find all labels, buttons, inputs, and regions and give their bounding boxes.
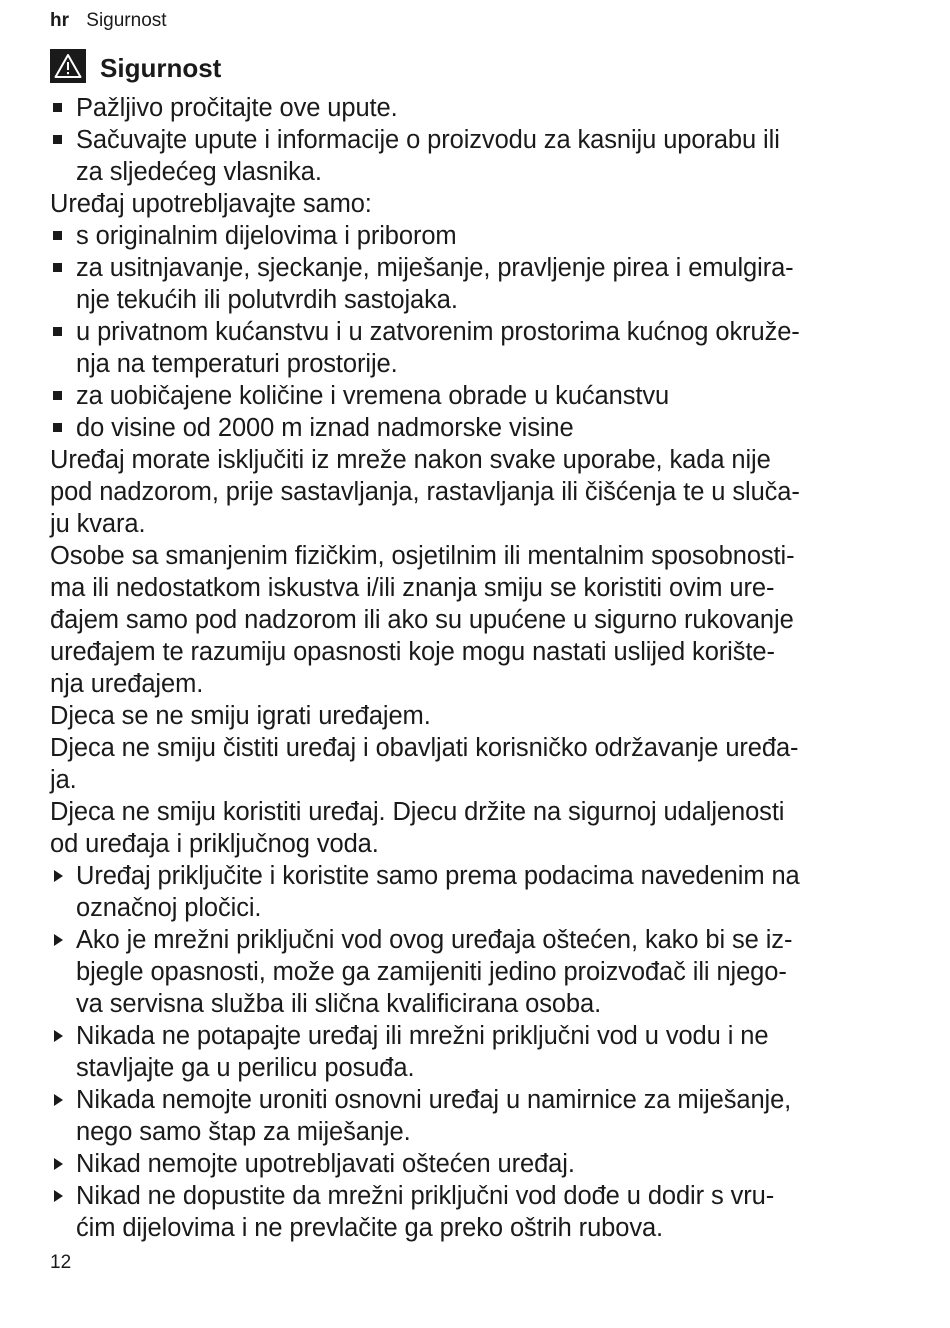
text-line: Sačuvajte upute i informacije o proizvodu za kasniju uporabu ili (76, 126, 780, 154)
text-line: Djeca se ne smiju igrati uređajem. (50, 702, 431, 730)
safety-content (50, 92, 898, 1244)
text-line: Osobe sa smanjenim fizičkim, osjetilnim ili mentalnim sposobnosti- (50, 542, 795, 570)
instruction-list-item (50, 1084, 898, 1148)
triangle-bullet-icon (54, 934, 63, 946)
text-line: nego samo štap za miješanje. (76, 1118, 411, 1146)
text-line: od uređaja i priključnog voda. (50, 830, 379, 858)
text-line: Nikad ne dopustite da mrežni priključni vod dođe u dodir s vru- (76, 1182, 775, 1210)
text-line: u privatnom kućanstvu i u zatvorenim prostorima kućnog okruže- (76, 318, 800, 346)
triangle-bullet-icon (54, 1158, 63, 1170)
instruction-list-item (50, 1148, 898, 1180)
instruction-list-item (50, 924, 898, 1020)
text-line: Uređaj morate isključiti iz mreže nakon svake uporabe, kada nije (50, 446, 771, 474)
text-line: đajem samo pod nadzorom ili ako su upućene u sigurno rukovanje (50, 606, 794, 634)
square-bullet-icon (53, 391, 62, 400)
text-line: Uređaj upotrebljavajte samo: (50, 190, 372, 218)
text-line: za sljedećeg vlasnika. (76, 158, 322, 186)
text-line: nja na temperaturi prostorije. (76, 350, 398, 378)
square-bullet-icon (53, 231, 62, 240)
text-line: nje tekućih ili polutvrdih sastojaka. (76, 286, 458, 314)
text-line: Nikad nemojte upotrebljavati oštećen uređaj. (76, 1150, 575, 1178)
triangle-bullet-icon (54, 1030, 63, 1042)
paragraph (50, 540, 898, 700)
square-bullet-icon (53, 103, 62, 112)
square-bullet-icon (53, 263, 62, 272)
text-line: Nikada nemojte uroniti osnovni uređaj u namirnice za miješanje, (76, 1086, 792, 1114)
text-line: ma ili nedostatkom iskustva i/ili znanja smiju se koristiti ovim ure- (50, 574, 775, 602)
bullet-list-item (50, 220, 898, 252)
text-line: za uobičajene količine i vremena obrade u kućanstvu (76, 382, 670, 410)
text-line: va servisna služba ili slična kvalificirana osoba. (76, 990, 602, 1018)
text-line: Pažljivo pročitajte ove upute. (76, 94, 398, 122)
instruction-list-item (50, 860, 898, 924)
triangle-bullet-icon (54, 1094, 63, 1106)
paragraph (50, 796, 898, 860)
square-bullet-icon (53, 423, 62, 432)
text-line: Ako je mrežni priključni vod ovog uređaja oštećen, kako bi se iz- (76, 926, 793, 954)
section-title: Sigurnost (100, 53, 222, 83)
text-line: stavljajte ga u perilicu posuđa. (76, 1054, 415, 1082)
text-line: ja. (50, 766, 77, 794)
bullet-list-item (50, 92, 898, 124)
warning-triangle-icon (50, 49, 86, 83)
page-number: 12 (50, 1252, 72, 1273)
text-line: ćim dijelovima i ne prevlačite ga preko oštrih rubova. (76, 1214, 664, 1242)
instruction-list-item (50, 1180, 898, 1244)
square-bullet-icon (53, 327, 62, 336)
paragraph (50, 732, 898, 796)
triangle-bullet-icon (54, 1190, 63, 1202)
paragraph (50, 444, 898, 540)
paragraph (50, 188, 898, 220)
text-line: do visine od 2000 m iznad nadmorske visine (76, 414, 574, 442)
paragraph (50, 700, 898, 732)
header-section-name: Sigurnost (86, 10, 167, 31)
text-line: uređajem te razumiju opasnosti koje mogu nastati uslijed korište- (50, 638, 775, 666)
text-line: Djeca ne smiju koristiti uređaj. Djecu držite na sigurnoj udaljenosti (50, 798, 785, 826)
text-line: nja uređajem. (50, 670, 204, 698)
text-line: ju kvara. (50, 510, 146, 538)
instruction-list-item (50, 1020, 898, 1084)
text-line: označnoj pločici. (76, 894, 262, 922)
bullet-list-item (50, 380, 898, 412)
language-code: hr (50, 10, 69, 31)
text-line: bjegle opasnosti, može ga zamijeniti jedino proizvođač ili njego- (76, 958, 787, 986)
page-header (50, 9, 167, 33)
bullet-list-item (50, 316, 898, 380)
text-line: za usitnjavanje, sjeckanje, miješanje, pravljenje pirea i emulgira- (76, 254, 794, 282)
section-heading (50, 48, 221, 84)
bullet-list-item (50, 124, 898, 188)
triangle-bullet-icon (54, 870, 63, 882)
text-line: s originalnim dijelovima i priborom (76, 222, 457, 250)
bullet-list-item (50, 252, 898, 316)
text-line: Djeca ne smiju čistiti uređaj i obavljati korisničko održavanje uređa- (50, 734, 799, 762)
square-bullet-icon (53, 135, 62, 144)
text-line: Uređaj priključite i koristite samo prema podacima navedenim na (76, 862, 800, 890)
text-line: pod nadzorom, prije sastavljanja, rastavljanja ili čišćenja te u slučа- (50, 478, 800, 506)
bullet-list-item (50, 412, 898, 444)
text-line: Nikada ne potapajte uređaj ili mrežni priključni vod u vodu i ne (76, 1022, 769, 1050)
